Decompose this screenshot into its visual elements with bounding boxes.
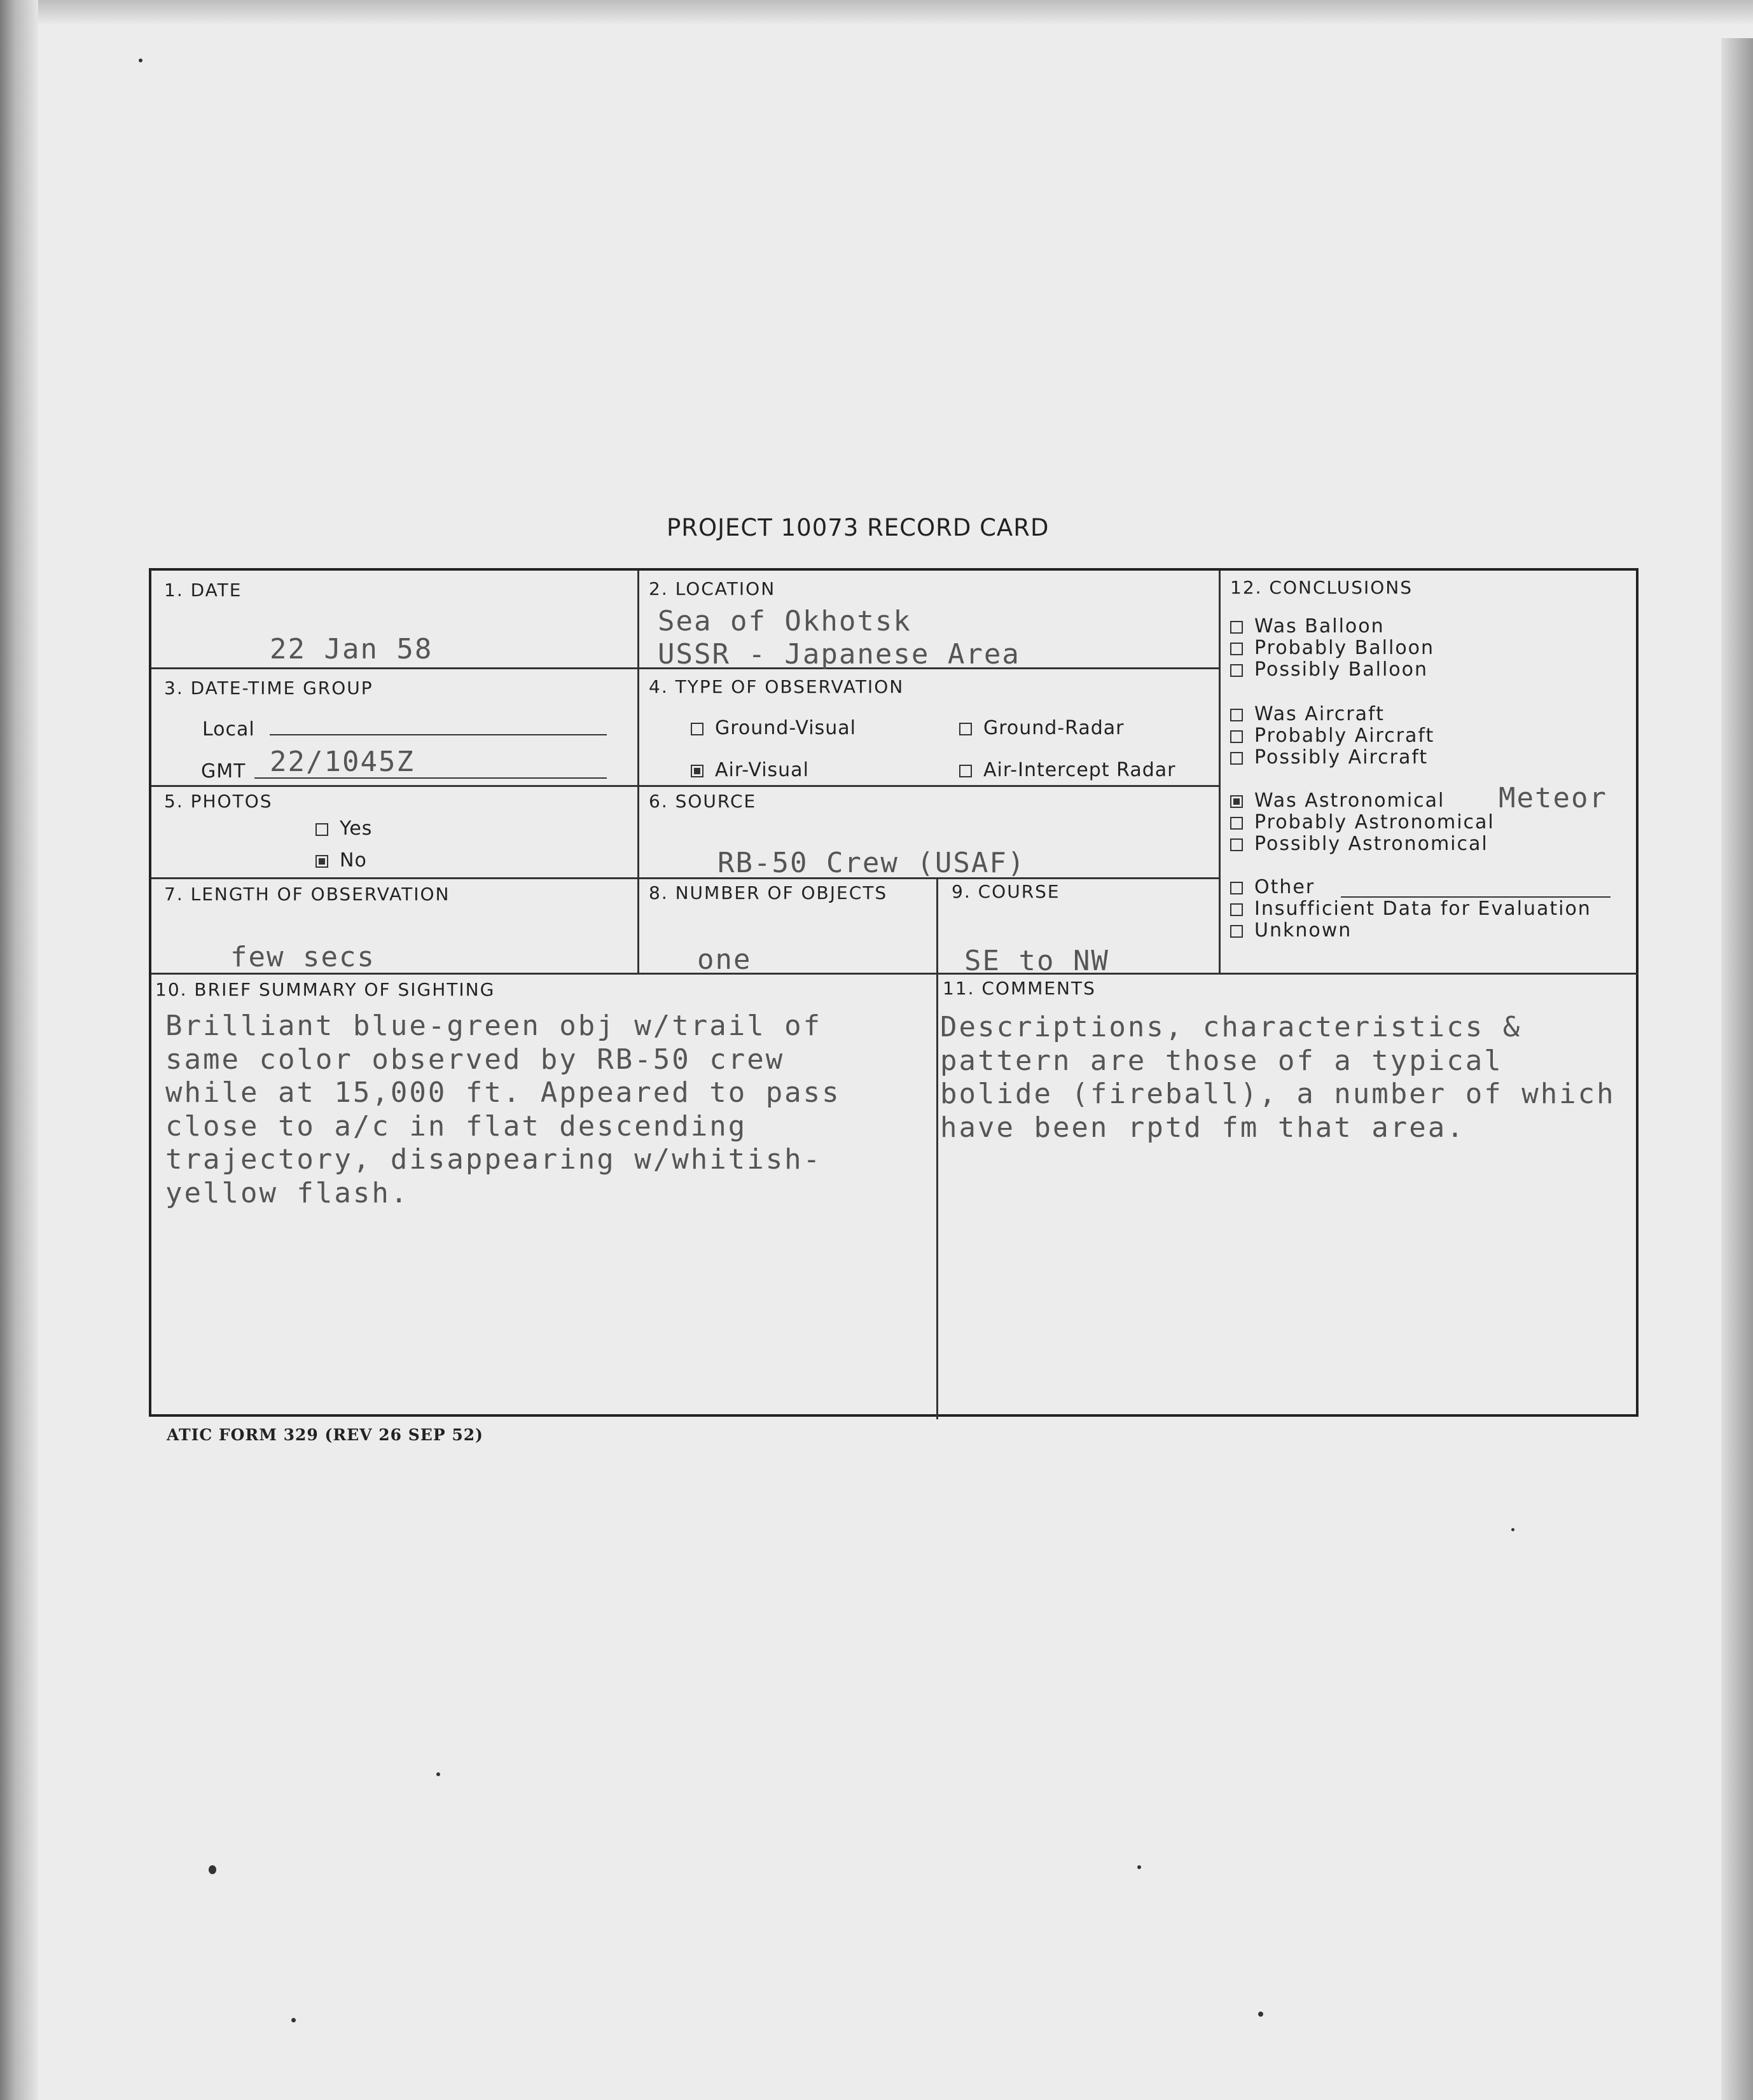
comments-label: 11. COMMENTS xyxy=(943,978,1096,999)
checkbox-probably-aircraft[interactable] xyxy=(1230,730,1243,743)
conclusion-probably-astronomical: Probably Astronomical xyxy=(1230,811,1495,833)
conclusion-possibly-astronomical: Possibly Astronomical xyxy=(1230,833,1488,855)
scan-edge-top xyxy=(0,0,1753,25)
length-of-observation-value: few secs xyxy=(230,941,375,973)
checkbox-ground-visual[interactable] xyxy=(691,723,703,735)
checkbox-was-aircraft[interactable] xyxy=(1230,709,1243,721)
summary-text xyxy=(165,1010,841,1210)
location-label: 2. LOCATION xyxy=(649,578,776,599)
comments-line: have been rptd fm that area. xyxy=(940,1111,1465,1144)
gmt-label: GMT xyxy=(201,760,246,782)
conclusion-insufficient-data: Insufficient Data for Evaluation xyxy=(1230,898,1591,920)
comments-line: bolide (fireball), a number of which xyxy=(940,1078,1616,1110)
checkbox-unknown[interactable] xyxy=(1230,925,1243,938)
checkbox-air-visual[interactable] xyxy=(691,765,703,777)
source-label: 6. SOURCE xyxy=(649,791,757,812)
type-of-observation-label: 4. TYPE OF OBSERVATION xyxy=(649,676,904,697)
number-of-objects-label: 8. NUMBER OF OBJECTS xyxy=(649,882,888,903)
checkbox-ground-radar[interactable] xyxy=(959,723,972,735)
checkbox-was-balloon[interactable] xyxy=(1230,621,1243,634)
summary-label: 10. BRIEF SUMMARY OF SIGHTING xyxy=(155,979,495,1000)
checkbox-probably-astronomical[interactable] xyxy=(1230,817,1243,830)
summary-line: yellow flash. xyxy=(165,1176,410,1209)
checkbox-possibly-astronomical[interactable] xyxy=(1230,838,1243,851)
column-divider xyxy=(637,571,639,973)
local-time-label: Local xyxy=(202,718,255,741)
date-value: 22 Jan 58 xyxy=(270,633,433,665)
conclusion-probably-aircraft: Probably Aircraft xyxy=(1230,725,1434,747)
conclusion-was-balloon: Was Balloon xyxy=(1230,615,1385,637)
course-label: 9. COURSE xyxy=(952,881,1060,902)
checkbox-probably-balloon[interactable] xyxy=(1230,643,1243,655)
dust-speck xyxy=(139,59,142,62)
source-value: RB-50 Crew (USAF) xyxy=(717,847,1026,879)
conclusion-unknown: Unknown xyxy=(1230,919,1352,942)
date-time-group-label: 3. DATE-TIME GROUP xyxy=(164,678,373,699)
length-of-observation-label: 7. LENGTH OF OBSERVATION xyxy=(164,884,450,905)
conclusion-was-aircraft: Was Aircraft xyxy=(1230,703,1385,725)
column-divider xyxy=(936,877,938,1419)
card-title: PROJECT 10073 RECORD CARD xyxy=(667,514,1050,541)
comments-line: pattern are those of a typical xyxy=(940,1044,1503,1077)
summary-line: Brilliant blue-green obj w/trail of xyxy=(165,1010,822,1042)
checkbox-possibly-balloon[interactable] xyxy=(1230,664,1243,677)
photos-label: 5. PHOTOS xyxy=(164,791,273,812)
local-time-line xyxy=(270,734,607,735)
scan-edge-right xyxy=(1721,38,1753,2100)
checkbox-air-intercept-radar[interactable] xyxy=(959,765,972,777)
comments-text xyxy=(940,1011,1637,1144)
column-divider xyxy=(1219,571,1221,973)
dust-speck xyxy=(291,2018,296,2022)
summary-line: trajectory, disappearing w/whitish- xyxy=(165,1143,822,1176)
form-footer: ATIC FORM 329 (REV 26 SEP 52) xyxy=(167,1426,483,1444)
summary-line: same color observed by RB-50 crew xyxy=(165,1043,785,1076)
option-air-intercept-radar: Air-Intercept Radar xyxy=(959,759,1175,781)
summary-line: while at 15,000 ft. Appeared to pass xyxy=(165,1076,841,1109)
record-card xyxy=(149,568,1639,1417)
checkbox-photos-no[interactable] xyxy=(315,855,328,868)
checkbox-other[interactable] xyxy=(1230,882,1243,894)
location-line-2: USSR - Japanese Area xyxy=(658,638,1020,671)
checkbox-photos-yes[interactable] xyxy=(315,823,328,836)
scan-edge-left xyxy=(0,0,38,2100)
row-divider xyxy=(151,785,1219,787)
conclusion-possibly-aircraft: Possibly Aircraft xyxy=(1230,746,1428,768)
summary-line: close to a/c in flat descending xyxy=(165,1109,747,1143)
option-air-visual: Air-Visual xyxy=(691,759,809,781)
gmt-value: 22/1045Z xyxy=(270,746,415,778)
location-line-1: Sea of Okhotsk xyxy=(658,605,911,637)
conclusions-label: 12. CONCLUSIONS xyxy=(1230,577,1413,598)
comments-line: Descriptions, characteristics & xyxy=(940,1011,1522,1043)
option-ground-visual: Ground-Visual xyxy=(691,717,856,739)
conclusion-probably-balloon: Probably Balloon xyxy=(1230,637,1434,659)
dust-speck xyxy=(1258,2012,1263,2017)
dust-speck xyxy=(209,1865,216,1874)
option-photos-yes: Yes xyxy=(315,817,372,840)
course-value: SE to NW xyxy=(964,945,1109,977)
checkbox-insufficient-data[interactable] xyxy=(1230,903,1243,916)
conclusion-was-astronomical: Was Astronomical xyxy=(1230,789,1445,812)
dust-speck xyxy=(1137,1865,1141,1869)
checkbox-possibly-aircraft[interactable] xyxy=(1230,752,1243,765)
dust-speck xyxy=(436,1772,440,1776)
option-photos-no: No xyxy=(315,849,367,872)
conclusion-possibly-balloon: Possibly Balloon xyxy=(1230,658,1428,681)
checkbox-was-astronomical[interactable] xyxy=(1230,795,1243,808)
option-ground-radar: Ground-Radar xyxy=(959,717,1125,739)
dust-speck xyxy=(1511,1528,1514,1531)
astronomical-note: Meteor xyxy=(1499,782,1607,814)
number-of-objects-value: one xyxy=(697,943,752,976)
row-divider xyxy=(151,877,1219,879)
date-label: 1. DATE xyxy=(164,580,242,601)
conclusion-other: Other xyxy=(1230,876,1315,898)
